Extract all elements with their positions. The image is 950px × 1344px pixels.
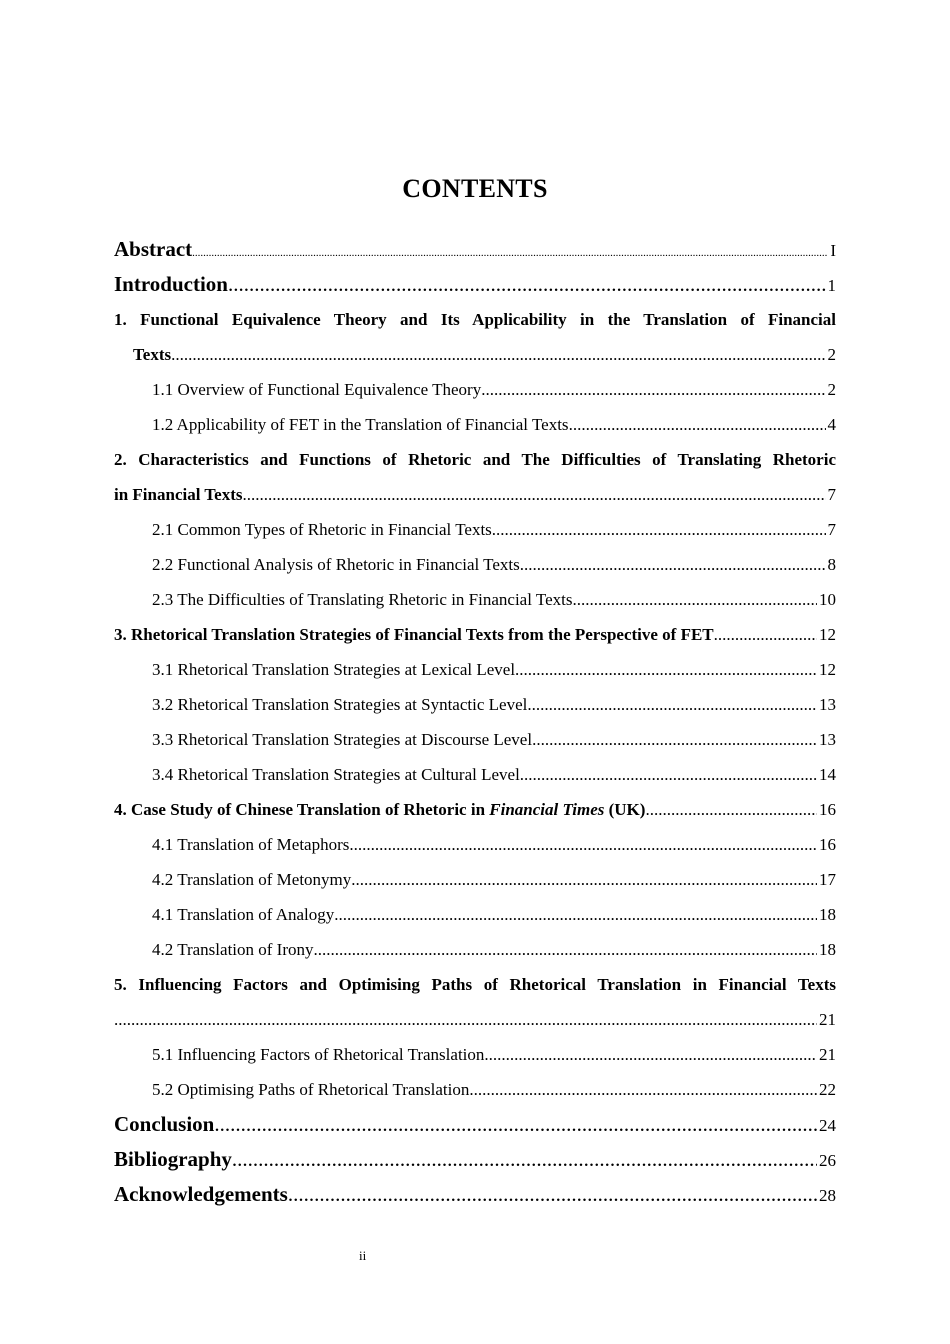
toc-page-number: 17: [819, 870, 836, 889]
toc-page-number: 13: [819, 730, 836, 749]
toc-page-number: 12: [819, 660, 836, 679]
toc-entry-abstract[interactable]: [114, 232, 836, 267]
dot-leader: [714, 617, 817, 652]
toc-section-2-3[interactable]: [114, 582, 836, 617]
dot-leader: [515, 652, 817, 687]
toc-label-part: (UK): [604, 800, 646, 819]
toc-page-number: 8: [827, 555, 836, 574]
toc-entry-label: 4.2 Translation of Irony: [152, 940, 314, 959]
toc-page-number: 28: [819, 1186, 836, 1205]
dot-leader: [569, 407, 826, 442]
toc-page-number: 14: [819, 765, 836, 784]
dot-leader: [334, 897, 817, 932]
dot-leader: [481, 372, 825, 407]
toc-page-number: 12: [819, 625, 836, 644]
toc-chapter-1-line-2[interactable]: [114, 337, 836, 372]
dot-leader: [192, 236, 828, 271]
dot-leader: [484, 1037, 817, 1072]
toc-page-number: 2: [827, 345, 836, 364]
toc-section-3-4[interactable]: [114, 757, 836, 792]
toc-section-1-2[interactable]: [114, 407, 836, 442]
toc-page-number: 26: [819, 1151, 836, 1170]
toc-page-number: 22: [819, 1080, 836, 1099]
toc-entry-label: in Financial Texts: [114, 485, 243, 504]
toc-entry-label: 1.1 Overview of Functional Equivalence Theory: [152, 380, 482, 399]
dot-leader: [520, 547, 826, 582]
toc-label-part: 4. Case Study of Chinese Translation of Rhetoric in: [114, 800, 490, 819]
toc-entry-acknowledgements[interactable]: [114, 1177, 836, 1212]
toc-page-number: 4: [827, 415, 836, 434]
dot-leader: [572, 582, 817, 617]
dot-leader: [214, 1107, 817, 1142]
toc-chapter-1-line-1[interactable]: 1. Functional Equivalence Theory and Its Applicability in the Translation of Financial: [114, 310, 836, 329]
page-title: CONTENTS: [402, 174, 548, 203]
toc-page-number: I: [830, 241, 836, 260]
toc-label-italic: Financial Times: [489, 800, 605, 819]
toc-entry-label: Conclusion: [114, 1112, 215, 1136]
toc-page-number: 7: [827, 485, 836, 504]
dot-leader: [314, 932, 818, 967]
toc-entry-bibliography[interactable]: [114, 1142, 836, 1177]
toc-chapter-4[interactable]: [114, 792, 836, 827]
dot-leader: [232, 1142, 817, 1177]
page-footer-number: ii: [359, 1248, 367, 1263]
table-of-contents: [114, 232, 836, 1212]
toc-entry-conclusion[interactable]: [114, 1107, 836, 1142]
dot-leader: [171, 337, 825, 372]
toc-section-2-1[interactable]: [114, 512, 836, 547]
dot-leader: [520, 757, 817, 792]
toc-section-4-1[interactable]: [114, 827, 836, 862]
toc-page-number: 1: [827, 276, 836, 295]
toc-entry-label: 3.2 Rhetorical Translation Strategies at Syntactic Level: [152, 695, 528, 714]
dot-leader: [469, 1072, 817, 1107]
toc-page-number: 18: [819, 905, 836, 924]
toc-entry-label: 5.2 Optimising Paths of Rhetorical Translation: [152, 1080, 470, 1099]
toc-entry-label: Texts: [133, 345, 172, 364]
toc-page-number: 7: [827, 520, 836, 539]
toc-entry-label: 2.3 The Difficulties of Translating Rhetoric in Financial Texts: [152, 590, 573, 609]
dot-leader: [645, 792, 817, 827]
dot-leader: [288, 1177, 817, 1212]
toc-section-1-1[interactable]: [114, 372, 836, 407]
toc-entry-label: 4.2 Translation of Metonymy: [152, 870, 352, 889]
toc-entry-label: 1.2 Applicability of FET in the Translation of Financial Texts: [152, 415, 569, 434]
dot-leader: [532, 722, 817, 757]
dot-leader: [242, 477, 825, 512]
toc-section-5-2[interactable]: [114, 1072, 836, 1107]
dot-leader: [351, 862, 817, 897]
toc-section-4-3[interactable]: [114, 897, 836, 932]
toc-entry-introduction[interactable]: [114, 267, 836, 302]
toc-section-4-2[interactable]: [114, 862, 836, 897]
toc-page-number: 13: [819, 695, 836, 714]
dot-leader: [228, 267, 826, 302]
toc-chapter-2-line-1[interactable]: 2. Characteristics and Functions of Rhetoric and The Difficulties of Translating Rhetoric: [114, 450, 836, 469]
toc-section-3-1[interactable]: [114, 652, 836, 687]
toc-page-number: 18: [819, 940, 836, 959]
toc-page-number: 21: [819, 1045, 836, 1064]
toc-entry-label: 2.1 Common Types of Rhetoric in Financial Texts: [152, 520, 492, 539]
toc-entry-label: 4.1 Translation of Analogy: [152, 905, 335, 924]
toc-entry-label: 3. Rhetorical Translation Strategies of Financial Texts from the Perspective of FET: [114, 625, 714, 644]
toc-chapter-3[interactable]: [114, 617, 836, 652]
dot-leader: [114, 1002, 817, 1037]
dot-leader: [527, 687, 817, 722]
dot-leader: [492, 512, 826, 547]
toc-section-2-2[interactable]: [114, 547, 836, 582]
toc-entry-label: Bibliography: [114, 1147, 232, 1171]
toc-entry-label: Acknowledgements: [114, 1182, 288, 1206]
toc-chapter-5-line-1[interactable]: 5. Influencing Factors and Optimising Paths of Rhetorical Translation in Financial Texts: [114, 975, 836, 994]
toc-entry-label: 2.2 Functional Analysis of Rhetoric in Financial Texts: [152, 555, 520, 574]
toc-page-number: 16: [819, 835, 836, 854]
toc-section-3-3[interactable]: [114, 722, 836, 757]
toc-page-number: 21: [819, 1010, 836, 1029]
toc-section-3-2[interactable]: [114, 687, 836, 722]
toc-entry-label: 3.4 Rhetorical Translation Strategies at Cultural Level: [152, 765, 520, 784]
toc-section-4-4[interactable]: [114, 932, 836, 967]
toc-page-number: 16: [819, 800, 836, 819]
toc-entry-label: [114, 792, 645, 827]
toc-page-number: 10: [819, 590, 836, 609]
toc-section-5-1[interactable]: [114, 1037, 836, 1072]
toc-entry-label: 3.3 Rhetorical Translation Strategies at Discourse Level: [152, 730, 533, 749]
toc-entry-label: Abstract: [114, 237, 193, 261]
toc-page-number: 24: [819, 1116, 836, 1135]
toc-entry-label: Introduction: [114, 272, 228, 296]
toc-entry-label: 4.1 Translation of Metaphors: [152, 835, 350, 854]
toc-entry-label: 5.1 Influencing Factors of Rhetorical Translation: [152, 1045, 485, 1064]
toc-entry-label: 3.1 Rhetorical Translation Strategies at Lexical Level: [152, 660, 516, 679]
toc-chapter-5-line-2[interactable]: [114, 1002, 836, 1037]
dot-leader: [349, 827, 817, 862]
toc-page-number: 2: [827, 380, 836, 399]
toc-chapter-2-line-2[interactable]: [114, 477, 836, 512]
